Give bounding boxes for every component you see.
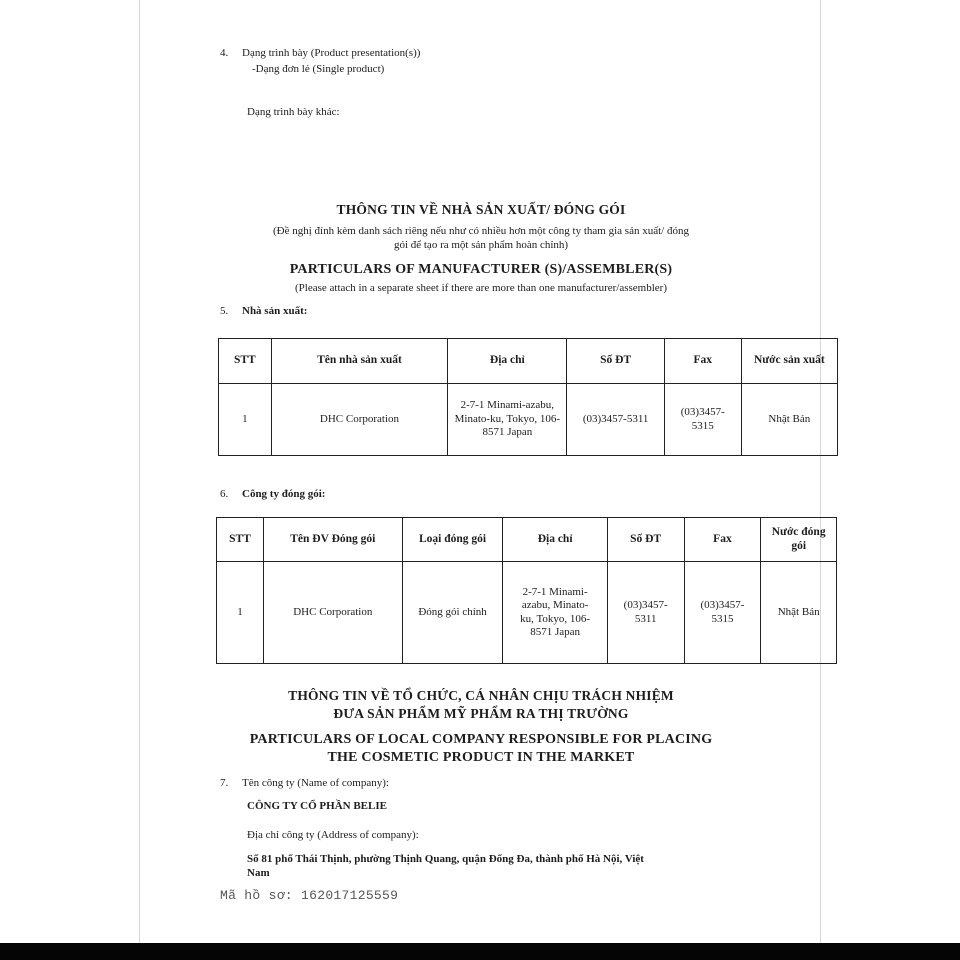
header-address: Địa chỉ — [448, 339, 567, 384]
header-fax: Fax — [664, 339, 741, 384]
section-5-number: 5. — [220, 305, 229, 317]
address-line-2: Nam — [247, 867, 270, 879]
local-title-en-2: THE COSMETIC PRODUCT IN THE MARKET — [327, 750, 635, 765]
cell-name: DHC Corporation — [263, 562, 402, 664]
header-address: Địa chỉ — [503, 518, 607, 562]
header-stt: STT — [217, 518, 264, 562]
cell-address: 2-7-1 Minami-azabu, Minato-ku, Tokyo, 106-8571 Japan — [448, 384, 567, 456]
cell-name: DHC Corporation — [271, 384, 448, 456]
address-label: Địa chỉ công ty (Address of company): — [247, 829, 419, 841]
bottom-bar — [0, 943, 960, 960]
manufacturer-title-vn: THÔNG TIN VỀ NHÀ SẢN XUẤT/ ĐÓNG GÓI — [336, 202, 626, 217]
section-4-other: Dạng trình bày khác: — [247, 106, 340, 118]
table-row — [217, 562, 837, 664]
local-title-en-1: PARTICULARS OF LOCAL COMPANY RESPONSIBLE FOR PLACING — [249, 732, 713, 747]
table-row — [219, 384, 838, 456]
header-country: Nước sản xuất — [741, 339, 837, 384]
record-code: Mã hồ sơ: 162017125559 — [220, 888, 399, 903]
cell-fax: (03)3457-5315 — [664, 384, 741, 456]
local-title-vn-1: THÔNG TIN VỀ TỔ CHỨC, CÁ NHÂN CHỊU TRÁCH NHIỆM — [288, 688, 674, 703]
header-name: Tên ĐV Đóng gói — [263, 518, 402, 562]
header-phone: Số ĐT — [567, 339, 664, 384]
packager-table — [216, 517, 837, 664]
address-line-1: Số 81 phố Thái Thịnh, phường Thịnh Quang, quận Đống Đa, thành phố Hà Nội, Việt — [247, 853, 644, 865]
header-stt: STT — [219, 339, 272, 384]
section-6-label: 6. Công ty đóng gói: — [220, 488, 326, 500]
packager-table-header — [217, 518, 837, 562]
section-5-label: 5. Nhà sản xuất: — [220, 305, 308, 317]
section-4-value: -Dạng đơn lẻ (Single product) — [252, 63, 385, 75]
section-4-number: 4. — [220, 47, 229, 59]
cell-stt: 1 — [219, 384, 272, 456]
section-4-label: 4. Dạng trình bày (Product presentation(s)) — [220, 47, 421, 59]
cell-country: Nhật Bản — [741, 384, 837, 456]
cell-address: 2-7-1 Minami-azabu, Minato-ku, Tokyo, 106-8571 Japan — [503, 562, 607, 664]
header-type: Loại đóng gói — [402, 518, 503, 562]
header-phone: Số ĐT — [607, 518, 684, 562]
cell-country: Nhật Bản — [761, 562, 837, 664]
company-name: CÔNG TY CỔ PHẦN BELIE — [247, 800, 387, 812]
manufacturer-note-vn-1: (Đề nghị đính kèm danh sách riêng nếu như có nhiều hơn một công ty tham gia sản xuất/ đóng — [273, 225, 689, 237]
header-name: Tên nhà sản xuất — [271, 339, 448, 384]
manufacturer-table-header — [219, 339, 838, 384]
manufacturer-title-en: PARTICULARS OF MANUFACTURER (S)/ASSEMBLER(S) — [289, 262, 673, 277]
manufacturer-table — [218, 338, 838, 456]
header-country: Nước đóng gói — [761, 518, 837, 562]
manufacturer-note-en: (Please attach in a separate sheet if there are more than one manufacturer/assembler) — [295, 282, 667, 294]
header-fax: Fax — [684, 518, 761, 562]
cell-phone: (03)3457-5311 — [567, 384, 664, 456]
cell-phone: (03)3457-5311 — [607, 562, 684, 664]
section-6-number: 6. — [220, 488, 229, 500]
cell-type: Đóng gói chính — [402, 562, 503, 664]
manufacturer-note-vn-2: gói để tạo ra một sản phẩm hoàn chỉnh) — [393, 239, 569, 251]
document-page — [139, 0, 826, 943]
local-title-vn-2: ĐƯA SẢN PHẨM MỸ PHẨM RA THỊ TRƯỜNG — [333, 706, 629, 721]
cell-stt: 1 — [217, 562, 264, 664]
cell-fax: (03)3457-5315 — [684, 562, 761, 664]
section-7-number: 7. — [220, 777, 229, 789]
section-7-label: 7. Tên công ty (Name of company): — [220, 777, 389, 789]
